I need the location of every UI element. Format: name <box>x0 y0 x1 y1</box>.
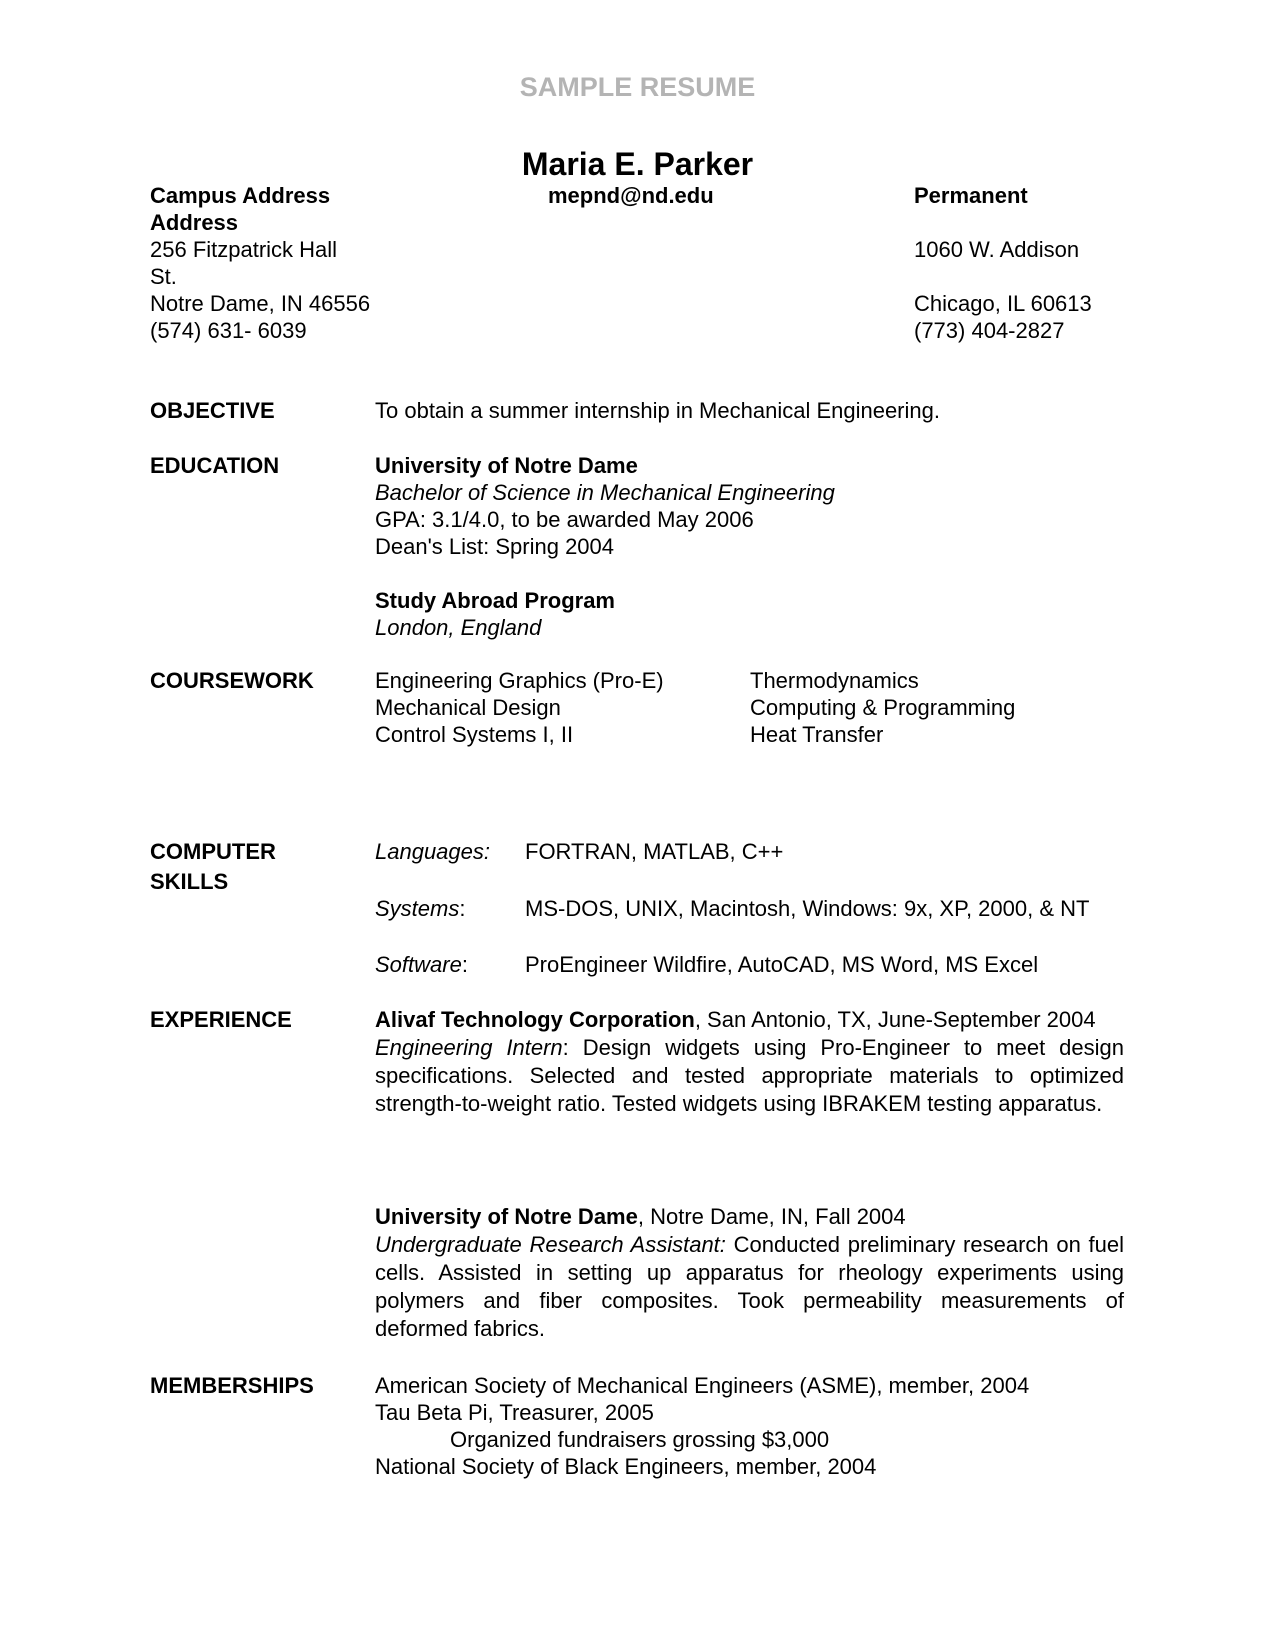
course-item: Control Systems I, II <box>375 722 574 747</box>
coursework-heading: COURSEWORK <box>150 668 314 693</box>
education-degree: Bachelor of Science in Mechanical Engineering <box>375 480 835 505</box>
skill-colon: : <box>459 896 466 921</box>
job-company: University of Notre Dame <box>375 1204 638 1229</box>
course-item: Heat Transfer <box>750 722 884 747</box>
job-role: Engineering Intern <box>375 1035 563 1060</box>
address-heading-continued: Address <box>150 210 239 235</box>
skill-label: Systems <box>375 896 460 921</box>
job-role-separator: : <box>562 1035 583 1060</box>
course-item: Engineering Graphics (Pro-E) <box>375 668 664 693</box>
job-role-separator <box>726 1232 734 1257</box>
membership-item: Tau Beta Pi, Treasurer, 2005 <box>375 1400 654 1425</box>
membership-detail: Organized fundraisers grossing $3,000 <box>450 1427 830 1452</box>
experience-entry <box>375 1203 1124 1343</box>
permanent-street: 1060 W. Addison <box>914 237 1080 262</box>
membership-item: National Society of Black Engineers, member, 2004 <box>375 1454 877 1479</box>
job-description: Design widgets using Pro-Engineer to meet design specifications. Selected and tested appropriate materials to optimized strength-to-weight ratio. Tested widgets using IBRAKEM testing apparatus. <box>375 1035 1124 1116</box>
permanent-address-heading: Permanent <box>914 183 1028 208</box>
education-school: University of Notre Dame <box>375 453 638 478</box>
study-abroad-location: London, England <box>375 615 542 640</box>
objective-heading: OBJECTIVE <box>150 398 275 423</box>
skill-label-row <box>375 951 468 978</box>
computer-skills-heading: COMPUTER <box>150 839 276 864</box>
campus-address-heading: Campus Address <box>150 183 331 208</box>
campus-phone: (574) 631- 6039 <box>150 318 307 343</box>
email-address: mepnd@nd.edu <box>548 183 714 208</box>
job-details: , Notre Dame, IN, Fall 2004 <box>637 1204 906 1229</box>
study-abroad-program: Study Abroad Program <box>375 588 615 613</box>
skill-value: ProEngineer Wildfire, AutoCAD, MS Word, MS Excel <box>525 952 1039 977</box>
permanent-city: Chicago, IL 60613 <box>914 291 1092 316</box>
applicant-name: Maria E. Parker <box>521 146 754 182</box>
objective-text: To obtain a summer internship in Mechanical Engineering. <box>375 398 940 423</box>
course-item: Thermodynamics <box>750 668 919 693</box>
skill-colon: : <box>461 952 468 977</box>
experience-entry <box>375 1006 1124 1118</box>
course-item: Computing & Programming <box>750 695 1016 720</box>
campus-street: 256 Fitzpatrick Hall <box>150 237 338 262</box>
campus-city: Notre Dame, IN 46556 <box>150 291 371 316</box>
skill-label-row <box>375 895 465 922</box>
document-title: SAMPLE RESUME <box>519 72 756 102</box>
skill-label: Software <box>375 952 462 977</box>
street-continued: St. <box>150 264 177 289</box>
job-details: , San Antonio, TX, June-September 2004 <box>694 1007 1096 1032</box>
job-description: Conducted preliminary research on fuel cells. Assisted in setting up apparatus for rheology experiments using polymers and fiber composites. Took permeability measurements of deformed fabrics. <box>375 1232 1124 1341</box>
education-gpa: GPA: 3.1/4.0, to be awarded May 2006 <box>375 507 754 532</box>
education-heading: EDUCATION <box>150 453 280 478</box>
membership-item: American Society of Mechanical Engineers (ASME), member, 2004 <box>375 1373 1030 1398</box>
experience-heading: EXPERIENCE <box>150 1007 292 1032</box>
education-deans-list: Dean's List: Spring 2004 <box>375 534 615 559</box>
skill-value: MS-DOS, UNIX, Macintosh, Windows: 9x, XP, 2000, & NT <box>525 896 1090 921</box>
skill-value: FORTRAN, MATLAB, C++ <box>525 839 784 864</box>
job-company: Alivaf Technology Corporation <box>375 1007 695 1032</box>
memberships-heading: MEMBERSHIPS <box>150 1373 314 1398</box>
job-role: Undergraduate Research Assistant: <box>375 1232 726 1257</box>
permanent-phone: (773) 404-2827 <box>914 318 1065 343</box>
course-item: Mechanical Design <box>375 695 561 720</box>
computer-skills-heading-continued: SKILLS <box>150 869 229 894</box>
skill-label: Languages: <box>375 839 490 864</box>
